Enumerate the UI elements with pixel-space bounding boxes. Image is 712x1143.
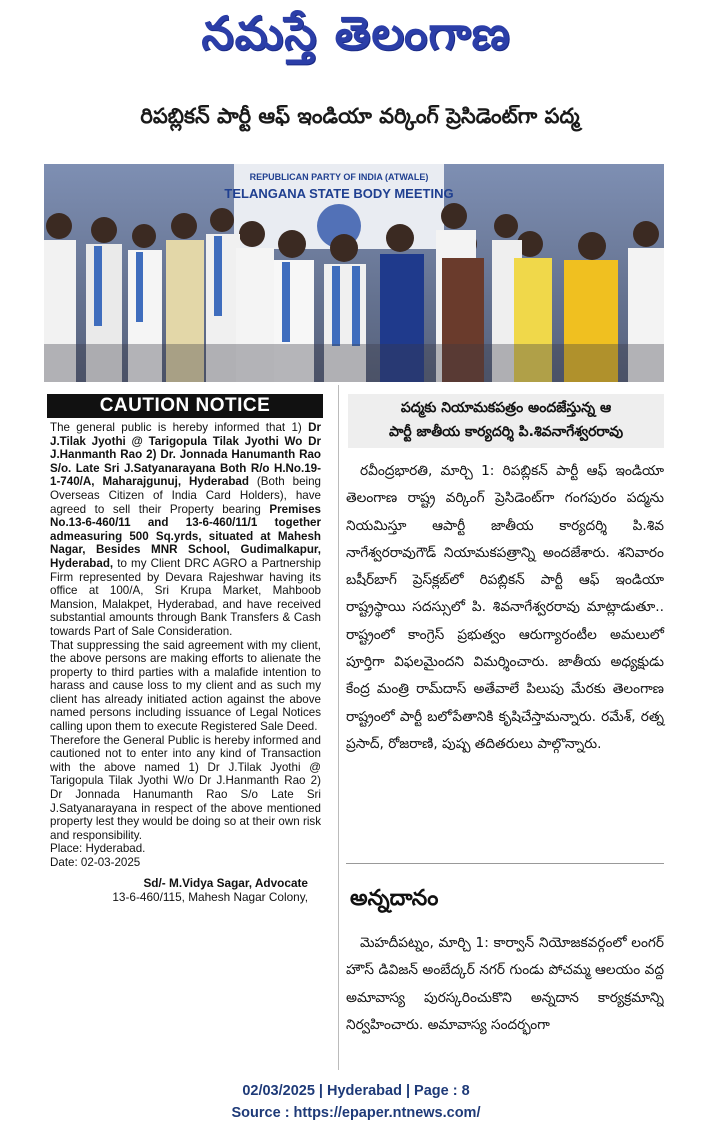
caution-date: Date: 02-03-2025 — [50, 856, 141, 869]
section-divider — [346, 863, 664, 864]
caution-paragraph-2: That suppressing the said agreement with my client, the above persons are making efforts to alienate the property to third parties with a malafide intention to harass and cause loss to my client and as such my client has already initiated action against the above named persons including issuance of Legal Notices calling upon them to execute Registered Sale Deed. — [50, 638, 321, 734]
banner-line-2: TELANGANA STATE BODY MEETING — [224, 186, 454, 201]
caution-body — [50, 421, 321, 870]
photo-illustration — [44, 164, 664, 382]
photo-caption — [348, 394, 664, 448]
footer-dateline: 02/03/2025 | Hyderabad | Page : 8 — [242, 1083, 470, 1099]
second-article-title: అన్నదానం — [350, 886, 439, 911]
caution-title: CAUTION NOTICE — [47, 394, 323, 418]
page-footer — [0, 1080, 712, 1124]
news-photo — [44, 164, 664, 382]
column-divider — [338, 385, 339, 1070]
footer-source[interactable]: Source : https://epaper.ntnews.com/ — [231, 1105, 481, 1121]
article-headline: రిపబ్లికన్ పార్టీ ఆఫ్ ఇండియా వర్కింగ్ ప్రెసిడెంట్‌గా పద్మ — [140, 104, 580, 128]
second-article-paragraph: మెహదీపట్నం, మార్చి 1: కార్వాన్ నియోజకవర్గంలో లంగర్ హౌస్ డివిజన్ అంబేద్కర్ నగర్ గుండు పోచమ్మ ఆలయం వద్ద అమావాస్య పురస్కరించుకొని అన్నదాన కార్యక్రమాన్ని నిర్వహించారు. అమావాస్య సందర్భంగా — [346, 935, 664, 1033]
banner-line-1: REPUBLICAN PARTY OF INDIA (ATWALE) — [249, 172, 429, 182]
article-body — [346, 458, 664, 758]
caution-notice — [44, 394, 326, 1064]
masthead-logo: నమస్తే తెలంగాణ — [201, 6, 511, 60]
advocate-name: Sd/- M.Vidya Sagar, Advocate — [143, 875, 308, 890]
article-paragraph: రవీంద్రభారతి, మార్చి 1: రిపబ్లికన్ పార్టీ ఆఫ్ ఇండియా తెలంగాణ రాష్ట్ర వర్కింగ్ ప్రెసిడెంట్‌గా గంగపురం పద్మను నియమిస్తూ ఆపార్టీ జాతీయ కార్యదర్శి పి.శివ నాగేశ్వరరావుగౌడ్ నియామకపత్రాన్ని అందజేశారు. శనివారం బషీర్‌బాగ్ ప్రెస్‌క్లబ్‌లో రిపబ్లికన్ పార్టీ ఆఫ్ ఇండియా రాష్ట్రస్థాయి సదస్సులో పి. శివనాగేశ్వరరావు మాట్లాడుతూ.. రాష్ట్రంలో కాంగ్రెస్ ప్రభుత్వం ఆరుగ్యారంటీల అమలులో పూర్తిగా విఫలమైందని విమర్శించారు. జాతీయ అధ్యక్షుడు కేంద్ర మంత్రి రామ్‌దాస్ అతేవాలే పిలుపు మేరకు తెలంగాణ రాష్ట్రంలో పార్టీ బలోపేతానికి కృషిచేస్తామన్నారు. రమేశ్, రత్న ప్రసాద్, రోజరాణి, పుష్ప తదితరులు పాల్గొన్నారు. — [346, 463, 664, 752]
advocate-address: 13-6-460/115, Mahesh Nagar Colony, — [112, 889, 308, 904]
caption-line-1: పద్మకు నియామకపత్రం అందజేస్తున్న ఆ — [400, 400, 612, 416]
masthead — [0, 0, 712, 78]
caution-paragraph-1: The general public is hereby informed that 1) Dr J.Tilak Jyothi @ Tarigopula Tilak Jyothi Wo Dr J.Hanmanth Rao 2) Dr. Jonnada Hanumanth Rao S/o. Late Sri J.Satyanarayana Both R/o H.No.19-1-740/A, Maharajgunuj, Hyderabad (Both being Overseas Citizen of India Card Holders), have agreed to sell their Property bearing Premises No.13-6-460/11 and 13-6-460/11/1 together admeasuring 500 Sq.yrds, situated at Mahesh Nagar, Besides MNR School, Gudimalkapur, Hyderabad, to my Client DRC AGRO a Partnership Firm represented by Devara Rajeshwar having its office at 100/A, Sri Krupa Market, Mahboob Mansion, Malakpet, Hyderabad, and have received substantial amounts through Bank Transfers & Cash towards Part of Sale Consideration. — [50, 421, 321, 638]
caution-place: Place: Hyderabad. — [50, 842, 146, 856]
caution-paragraph-3: Therefore the General Public is hereby informed and cautioned not to enter into any kind of Transaction with the above named 1) Dr J.Tilak Jyothi @ Tarigopula Tilak Jyothi W/o Dr J.Hanmanth Rao 2) Dr Jonnada Hanumanth Rao S/o Late Sri J.Satyanarayana in respect of the above mentioned property lest they would be doing so at their own risk and responsibility. — [50, 733, 321, 842]
caution-signature — [50, 876, 308, 904]
second-article-body — [346, 930, 664, 1065]
caption-line-2: పార్టీ జాతీయ కార్యదర్శి పి.శివనాగేశ్వరరావు — [388, 424, 624, 440]
